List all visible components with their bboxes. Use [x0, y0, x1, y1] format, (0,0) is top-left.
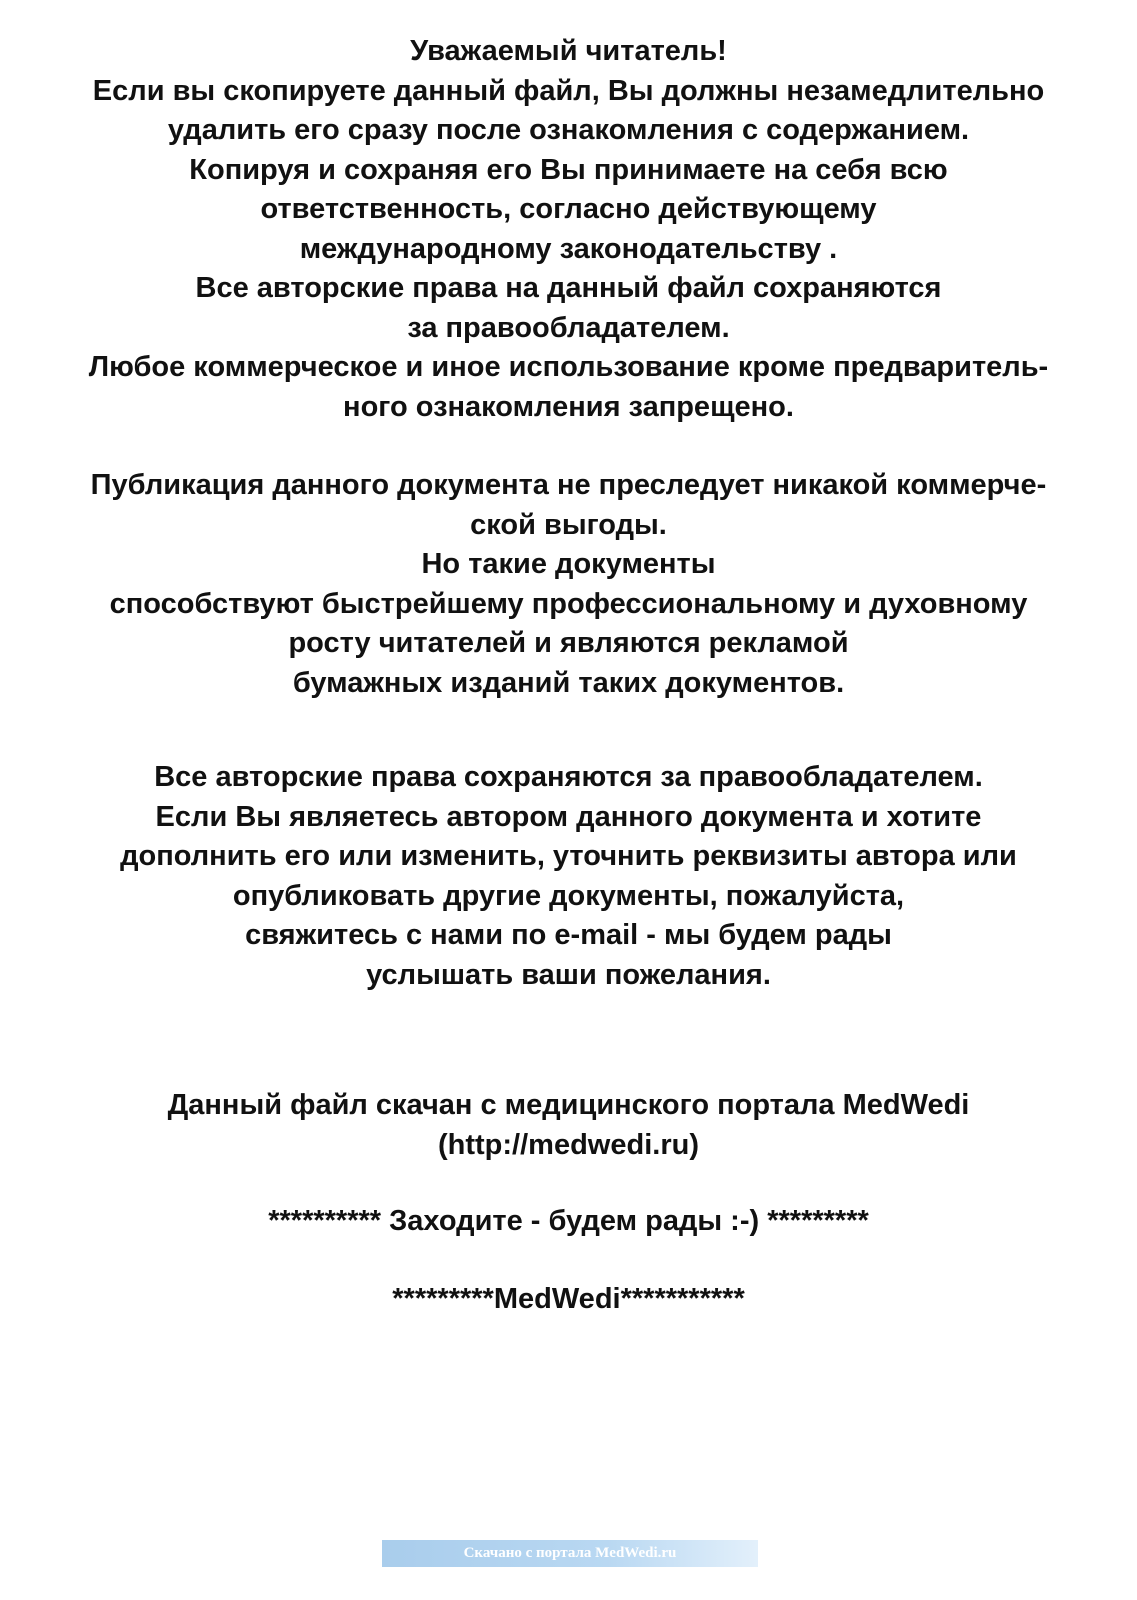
welcome-block — [0, 1202, 1137, 1242]
notice-line: Копируя и сохраняя его Вы принимаете на себя всю — [189, 153, 948, 186]
brand-line: *********MedWedi*********** — [392, 1283, 745, 1315]
notice-line: за правообладателем. — [407, 311, 730, 344]
footer-banner — [382, 1540, 758, 1567]
notice-line: удалить его сразу после ознакомления с содержанием. — [167, 114, 970, 146]
reader-notice-block — [0, 32, 1137, 427]
brand-block — [0, 1280, 1137, 1320]
notice-heading: Уважаемый читатель! — [410, 35, 727, 67]
source-url: (http://medwedi.ru) — [438, 1128, 699, 1161]
notice-line: Любое коммерческое и иное использование кроме предваритель- — [88, 351, 1049, 383]
publication-line: Но такие документы — [421, 548, 716, 580]
source-block — [0, 1086, 1137, 1165]
publication-line: способствуют быстрейшему профессиональному и духовному — [109, 587, 1028, 620]
notice-line: Все авторские права на данный файл сохраняются — [195, 272, 942, 304]
notice-line: международному законодательству . — [299, 232, 838, 265]
copyright-line: Если Вы являетесь автором данного документа и хотите — [155, 800, 982, 833]
publication-line: ской выгоды. — [470, 508, 667, 541]
copyright-line: Все авторские права сохраняются за правообладателем. — [154, 761, 983, 793]
welcome-line: ********** Заходите - будем рады :-) ********* — [268, 1205, 869, 1237]
copyright-line: свяжитесь с нами по e-mail - мы будем рады — [245, 919, 892, 951]
notice-line: ответственность, согласно действующему — [260, 193, 877, 225]
copyright-notice-block — [0, 758, 1137, 995]
publication-line: бумажных изданий таких документов. — [292, 666, 845, 699]
publication-notice-block — [0, 466, 1137, 703]
copyright-line: дополнить его или изменить, уточнить реквизиты автора или — [120, 840, 1017, 872]
publication-line: росту читателей и являются рекламой — [288, 627, 849, 659]
copyright-line: опубликовать другие документы, пожалуйста, — [232, 879, 905, 912]
notice-line: ного ознакомления запрещено. — [343, 390, 794, 423]
notice-line: Если вы скопируете данный файл, Вы должны незамедлительно — [92, 74, 1045, 107]
copyright-line: услышать ваши пожелания. — [366, 958, 771, 991]
publication-line: Публикация данного документа не преследует никакой коммерче- — [90, 469, 1047, 501]
footer-banner-text: Скачано с портала MedWedi.ru — [463, 1545, 677, 1561]
source-line: Данный файл скачан с медицинского портала MedWedi — [167, 1089, 970, 1121]
